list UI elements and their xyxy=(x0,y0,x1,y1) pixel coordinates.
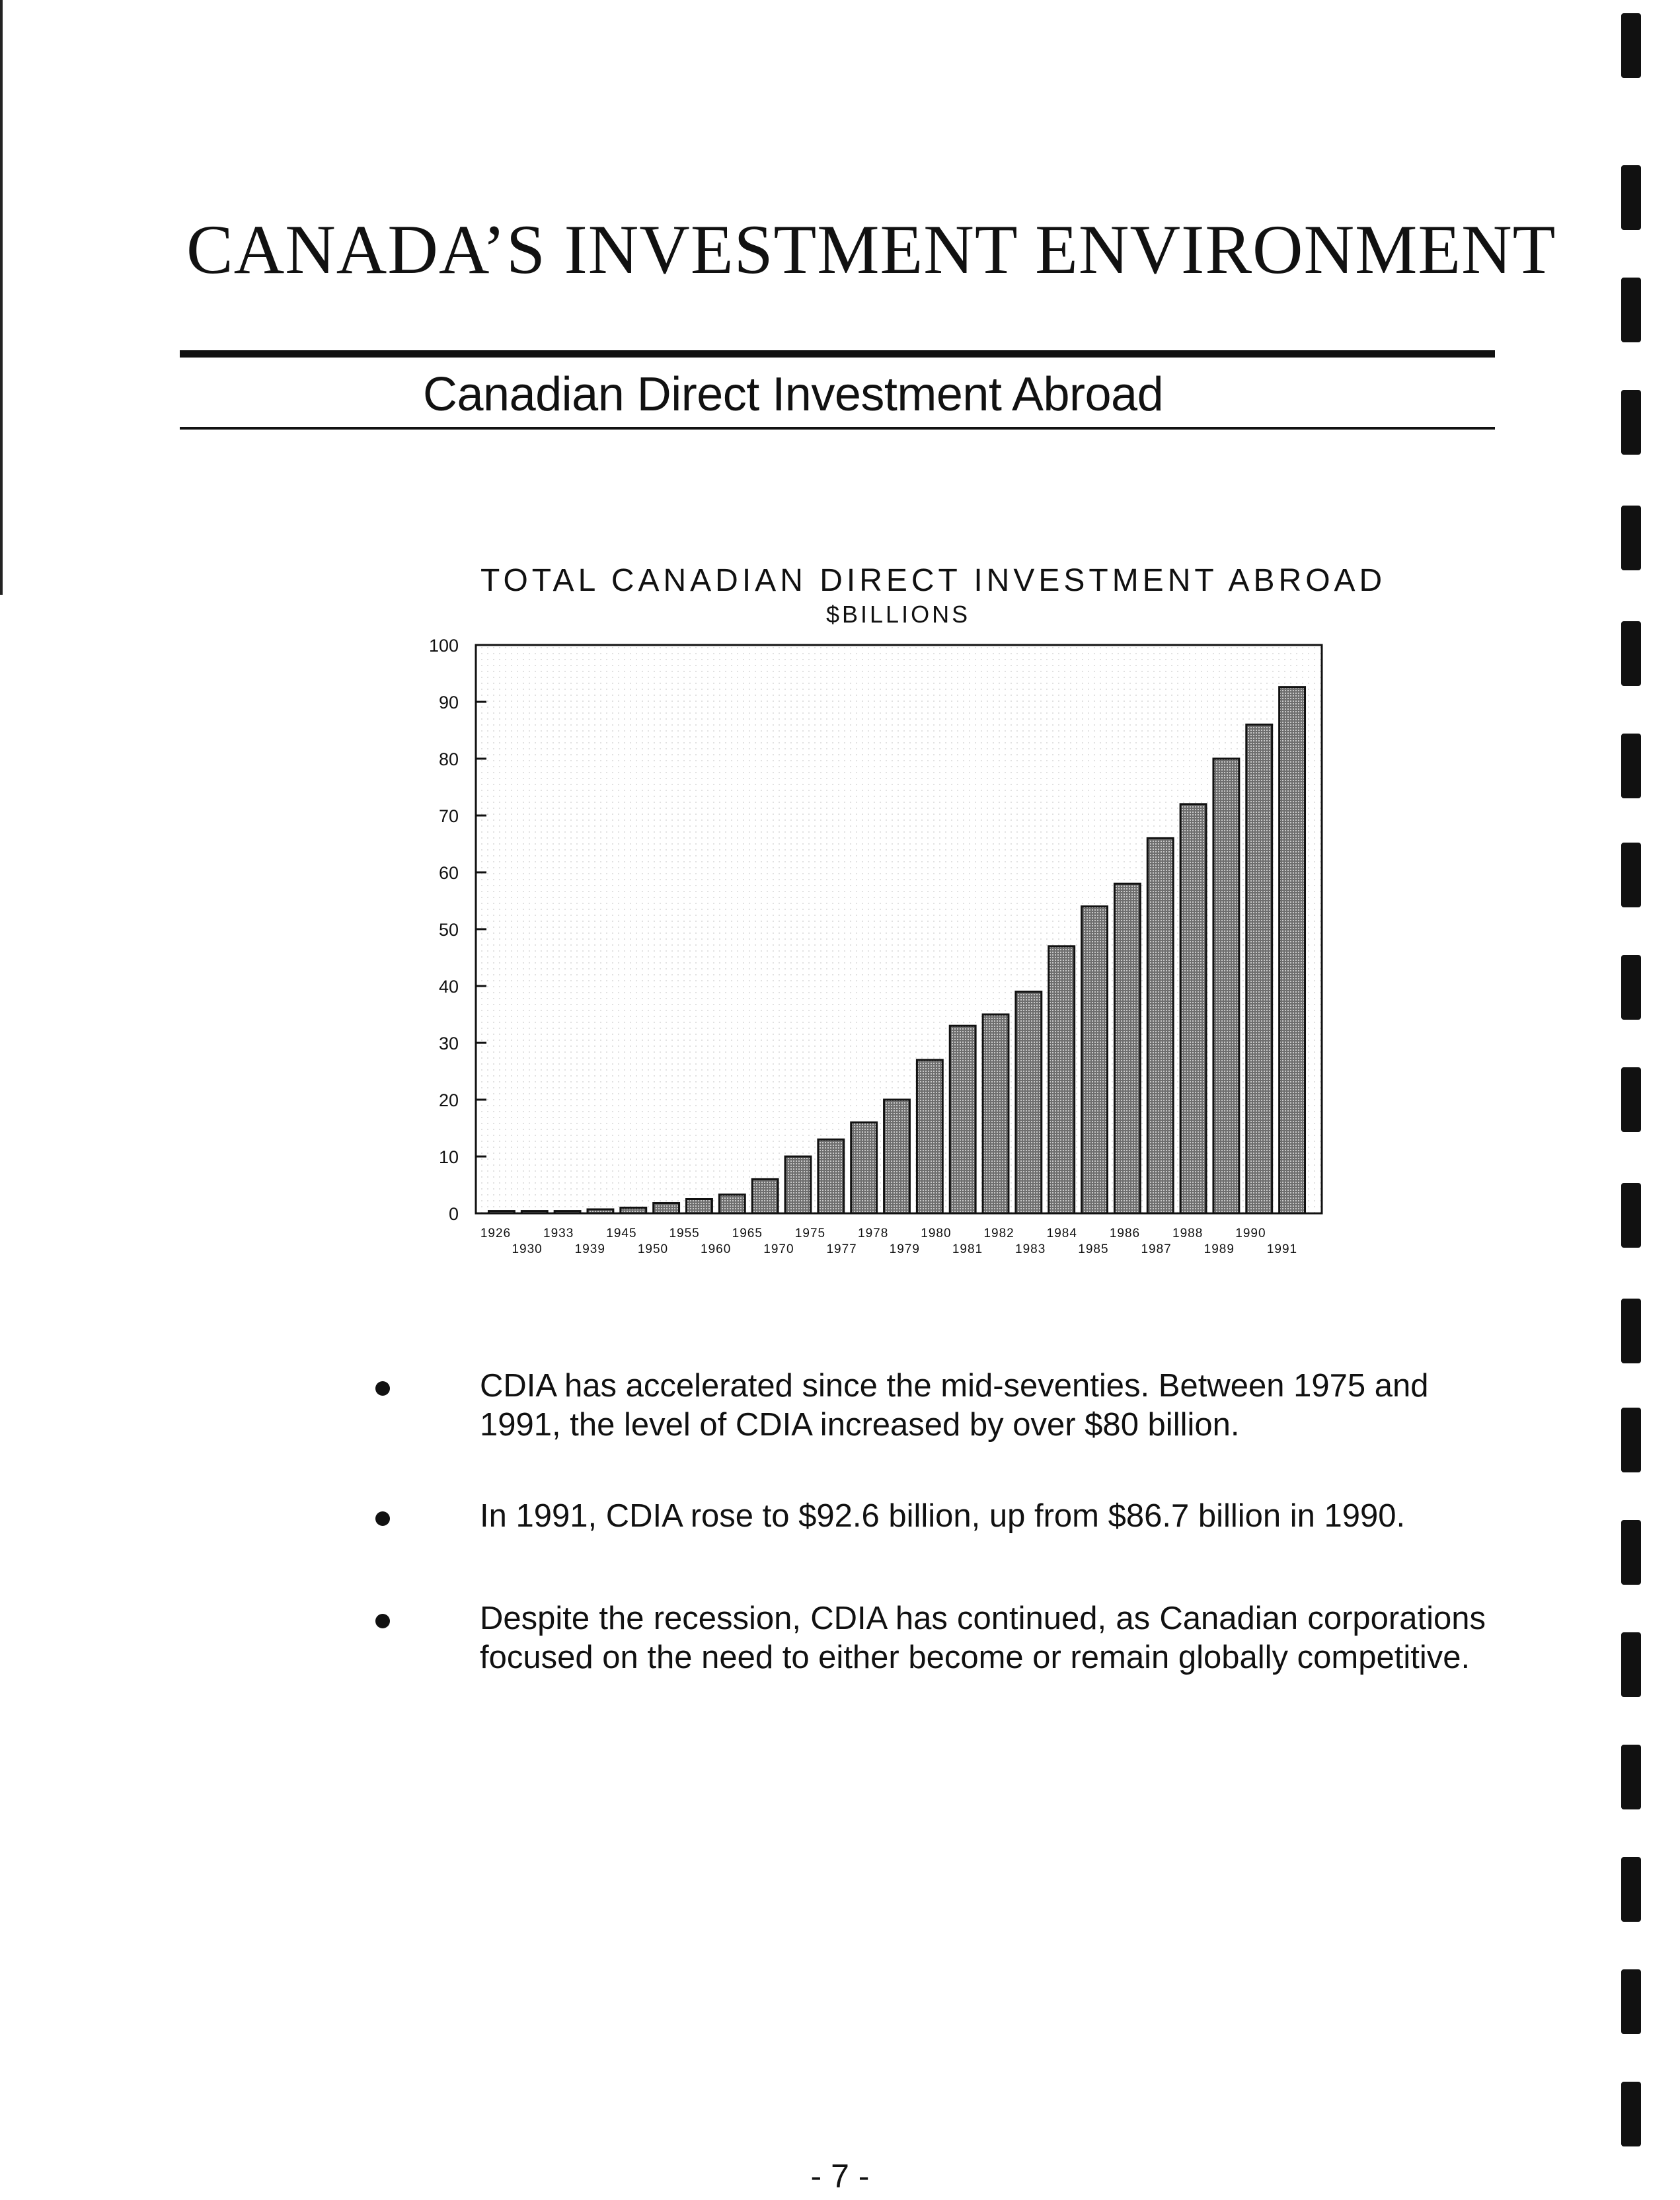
bar-5 xyxy=(654,1203,679,1213)
x-tick-label: 1982 xyxy=(983,1227,1014,1240)
x-tick-label: 1989 xyxy=(1203,1242,1235,1256)
binder-mark xyxy=(1621,843,1641,907)
bullet-text-1: CDIA has accelerated since the mid-seventies. Between 1975 and 1991, the level of CDIA increased by over $80 billion. xyxy=(480,1368,1429,1443)
bar-14 xyxy=(950,1026,975,1213)
bar-1 xyxy=(521,1211,547,1213)
x-tick-label: 1939 xyxy=(574,1242,605,1256)
bar-12 xyxy=(884,1100,910,1213)
y-tick-label: 10 xyxy=(438,1147,459,1167)
bar-6 xyxy=(687,1199,712,1214)
bar-18 xyxy=(1082,907,1108,1213)
title-rule-thick xyxy=(180,350,1495,358)
bar-7 xyxy=(719,1195,745,1213)
section-title: Canadian Direct Investment Abroad xyxy=(423,368,1164,421)
x-tick-label: 1988 xyxy=(1172,1227,1203,1240)
binder-mark xyxy=(1621,13,1641,78)
binder-mark xyxy=(1621,165,1641,230)
y-tick-label: 100 xyxy=(428,636,459,656)
bar-2 xyxy=(554,1211,580,1213)
y-tick-label: 80 xyxy=(438,749,459,769)
page-title: CANADA’S INVESTMENT ENVIRONMENT xyxy=(186,211,1556,288)
binder-mark xyxy=(1621,1857,1641,1922)
binder-mark xyxy=(1621,1067,1641,1132)
y-tick-label: 60 xyxy=(438,863,459,883)
bar-10 xyxy=(818,1139,844,1213)
y-tick-label: 90 xyxy=(438,693,459,712)
binder-mark xyxy=(1621,1520,1641,1585)
x-tick-label: 1960 xyxy=(701,1242,732,1256)
y-tick-label: 50 xyxy=(438,920,459,940)
x-tick-label: 1987 xyxy=(1141,1242,1172,1256)
section-rule-thin xyxy=(180,427,1495,430)
cdia-bar-chart xyxy=(397,621,1335,1269)
bar-20 xyxy=(1147,838,1173,1213)
chart-plot-area xyxy=(429,636,1322,1256)
bar-17 xyxy=(1049,946,1075,1213)
binder-mark xyxy=(1621,506,1641,570)
y-tick-label: 70 xyxy=(438,806,459,826)
binder-mark xyxy=(1621,1969,1641,2034)
x-tick-label: 1986 xyxy=(1109,1227,1141,1240)
bar-9 xyxy=(785,1157,811,1213)
x-tick-label: 1965 xyxy=(732,1227,763,1240)
y-tick-label: 20 xyxy=(438,1090,459,1110)
bar-0 xyxy=(488,1211,514,1213)
x-tick-label: 1945 xyxy=(606,1227,637,1240)
bullet-dot xyxy=(375,1614,390,1628)
y-tick-label: 0 xyxy=(448,1204,459,1224)
x-tick-label: 1984 xyxy=(1046,1227,1077,1240)
bullet-dot xyxy=(375,1381,390,1396)
bar-16 xyxy=(1016,992,1042,1213)
binder-mark xyxy=(1621,955,1641,1020)
binder-mark xyxy=(1621,1632,1641,1697)
binder-mark xyxy=(1621,734,1641,798)
x-tick-label: 1977 xyxy=(826,1242,857,1256)
x-tick-label: 1978 xyxy=(858,1227,889,1240)
bar-15 xyxy=(983,1014,1009,1213)
bar-13 xyxy=(917,1060,942,1213)
bar-19 xyxy=(1114,884,1140,1213)
x-tick-label: 1991 xyxy=(1266,1242,1298,1256)
binder-mark xyxy=(1621,390,1641,455)
x-tick-label: 1990 xyxy=(1235,1227,1266,1240)
x-tick-label: 1926 xyxy=(480,1227,512,1240)
x-tick-label: 1985 xyxy=(1078,1242,1109,1256)
x-tick-label: 1975 xyxy=(794,1227,826,1240)
bar-21 xyxy=(1180,804,1206,1213)
bar-22 xyxy=(1213,759,1239,1213)
x-tick-label: 1950 xyxy=(637,1242,669,1256)
bullet-dot xyxy=(375,1511,390,1526)
bar-24 xyxy=(1279,687,1305,1213)
binder-mark xyxy=(1621,1408,1641,1472)
binder-mark xyxy=(1621,1183,1641,1248)
x-tick-label: 1930 xyxy=(512,1242,543,1256)
bullet-text-2: In 1991, CDIA rose to $92.6 billion, up from $86.7 billion in 1990. xyxy=(480,1498,1406,1534)
binder-mark xyxy=(1621,1299,1641,1363)
binder-mark xyxy=(1621,621,1641,686)
x-tick-label: 1955 xyxy=(669,1227,700,1240)
bullet-text-3: Despite the recession, CDIA has continued, as Canadian corporations focused on the need to either become or remain globally competitive. xyxy=(480,1601,1486,1675)
x-tick-label: 1933 xyxy=(543,1227,574,1240)
page-left-edge xyxy=(0,0,3,595)
bar-8 xyxy=(752,1179,778,1213)
y-tick-label: 40 xyxy=(438,977,459,997)
x-tick-label: 1980 xyxy=(921,1227,952,1240)
binder-mark xyxy=(1621,278,1641,342)
x-tick-label: 1981 xyxy=(952,1242,983,1256)
bar-23 xyxy=(1246,724,1272,1213)
y-tick-label: 30 xyxy=(438,1034,459,1053)
chart-subtitle: $BILLIONS xyxy=(826,601,971,628)
bar-4 xyxy=(621,1207,646,1213)
page-number: - 7 - xyxy=(810,2158,870,2195)
x-tick-label: 1979 xyxy=(889,1242,920,1256)
bar-3 xyxy=(588,1209,613,1213)
binder-mark xyxy=(1621,1745,1641,1809)
x-tick-label: 1983 xyxy=(1015,1242,1046,1256)
bar-11 xyxy=(851,1122,877,1213)
x-tick-label: 1970 xyxy=(763,1242,794,1256)
chart-title: TOTAL CANADIAN DIRECT INVESTMENT ABROAD xyxy=(480,563,1387,598)
binder-mark xyxy=(1621,2082,1641,2146)
